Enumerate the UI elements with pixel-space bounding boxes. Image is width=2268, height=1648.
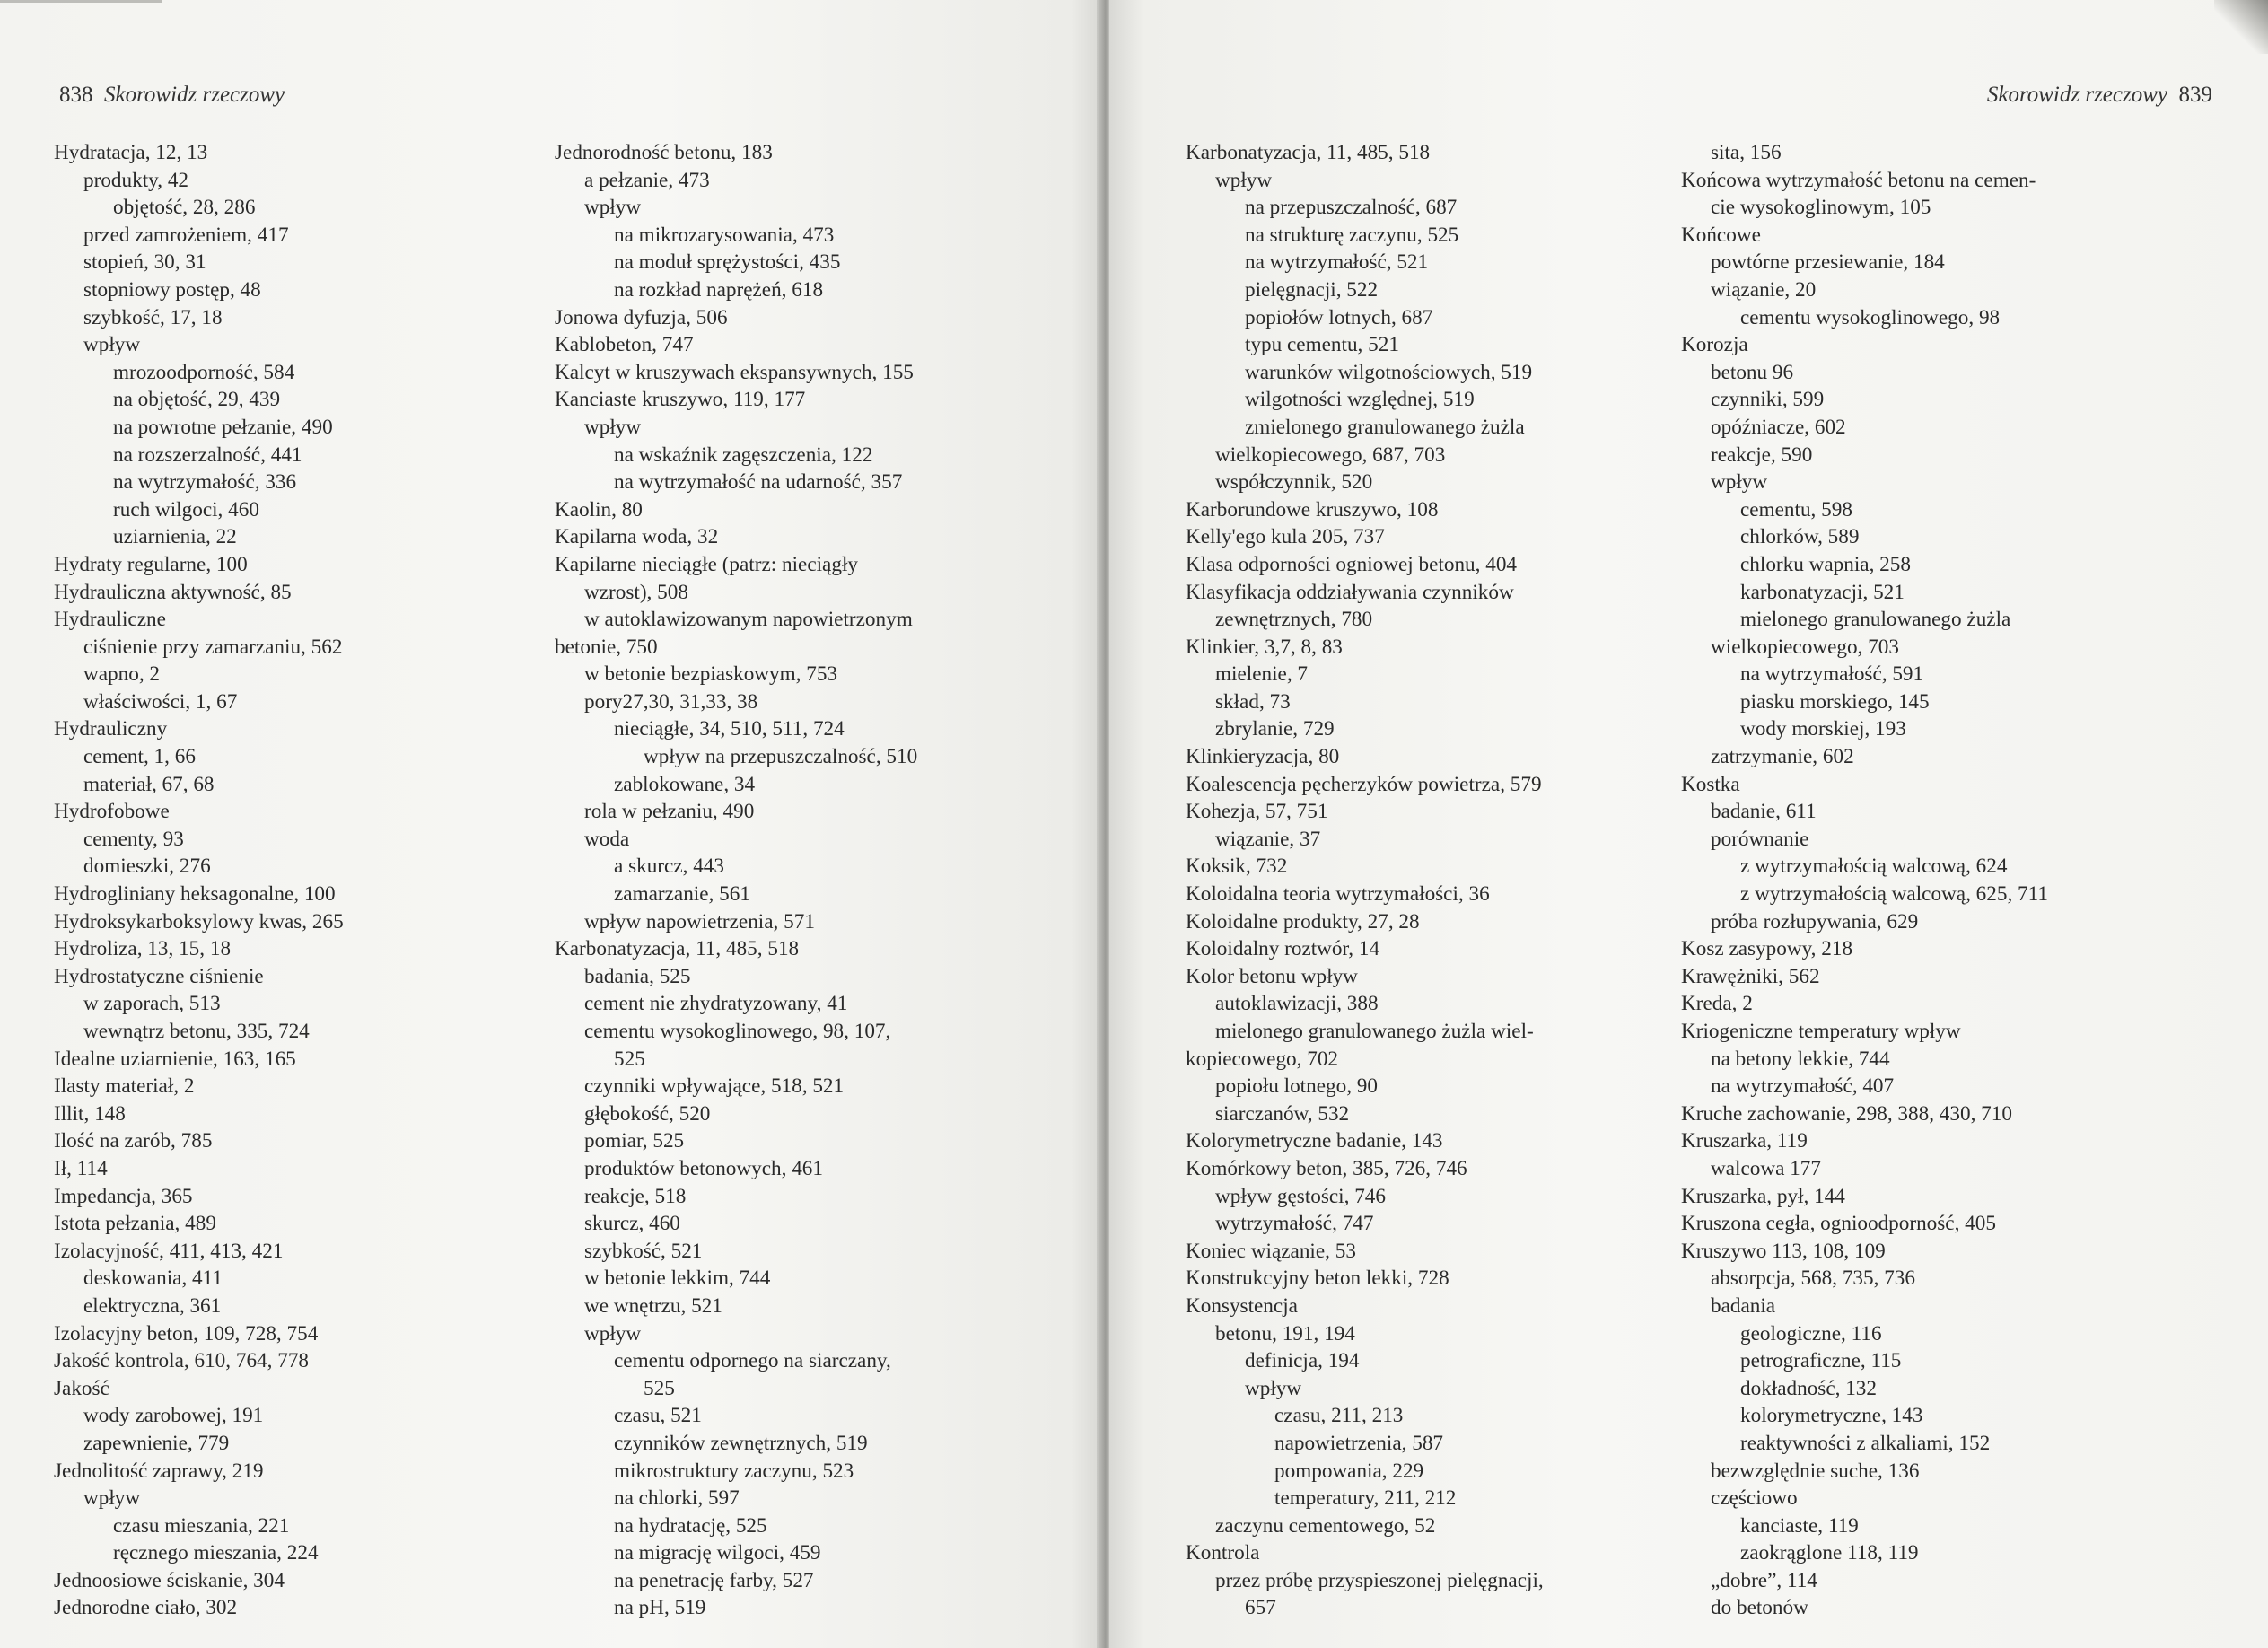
index-entry: absorpcja, 568, 735, 736 [1711,1267,1915,1291]
index-entry: Hydrauliczne [54,608,166,632]
index-entry: wpływ [584,415,642,439]
index-entry: betonu 96 [1711,360,1794,384]
index-entry: powtórne przesiewanie, 184 [1711,250,1945,275]
index-entry: na wytrzymałość na udarność, 357 [614,470,903,495]
index-entry: produktów betonowych, 461 [584,1156,823,1180]
index-entry: Kolorymetryczne badanie, 143 [1186,1129,1443,1153]
index-entry: Korozja [1681,333,1748,357]
index-entry: Izolacyjny beton, 109, 728, 754 [54,1321,319,1346]
index-entry: na mikrozarysowania, 473 [614,223,835,247]
index-entry: Kriogeniczne temperatury wpływ [1681,1020,1961,1043]
index-entry: na objętość, 29, 439 [113,388,281,412]
index-entry: zaokrąglone 118, 119 [1740,1541,1919,1565]
index-entry: na wytrzymałość, 407 [1711,1074,1895,1099]
index-entry: a pełzanie, 473 [584,168,710,192]
index-entry: siarczanów, 532 [1215,1101,1350,1126]
right-page [1109,0,2268,1648]
index-entry: do betonów [1711,1596,1808,1620]
index-entry: zapewnienie, 779 [83,1431,230,1455]
index-entry: na penetrację farby, 527 [614,1568,814,1592]
index-entry: badania, 525 [584,964,691,988]
index-entry: Klinkieryzacja, 80 [1186,745,1340,769]
index-entry: Hydrostatyczne ciśnienie [54,964,264,988]
index-entry: wiązanie, 37 [1215,827,1321,851]
index-entry: zaczynu cementowego, 52 [1215,1513,1436,1538]
index-entry: na wskaźnik zagęszczenia, 122 [614,443,873,467]
index-entry: na pH, 519 [614,1596,706,1620]
index-entry: betonie, 750 [555,635,658,659]
index-entry: Kreda, 2 [1681,992,1753,1016]
right-index-column-2 [1681,139,2255,1622]
index-entry: na strukturę zaczynu, 525 [1245,223,1459,247]
index-entry: Ilasty materiał, 2 [54,1074,195,1099]
index-entry: w betonie bezpiaskowym, 753 [584,662,838,687]
index-entry: warunków wilgotnościowych, 519 [1245,360,1533,384]
index-entry: Koksik, 732 [1186,855,1288,879]
index-entry: Jednolitość zaprawy, 219 [54,1459,264,1483]
index-entry: czasu mieszania, 221 [113,1513,290,1538]
index-entry: rola w pełzaniu, 490 [584,800,755,824]
index-entry: mrozoodporność, 584 [113,360,295,384]
index-entry: definicja, 194 [1245,1349,1360,1373]
index-entry: autoklawizacji, 388 [1215,992,1379,1016]
index-entry: uziarnienia, 22 [113,525,237,549]
index-entry: Kalcyt w kruszywach ekspansywnych, 155 [555,360,914,384]
index-entry: zablokowane, 34 [614,772,756,796]
index-entry: temperatury, 211, 212 [1274,1486,1457,1511]
index-entry: wapno, 2 [83,662,161,687]
index-entry: na wytrzymałość, 336 [113,470,297,495]
index-entry: Końcowe [1681,223,1761,247]
index-entry: karbonatyzacji, 521 [1740,580,1905,604]
index-entry: reaktywności z alkaliami, 152 [1740,1431,1991,1455]
index-entry: wytrzymałość, 747 [1215,1212,1374,1236]
index-entry: wpływ [83,1486,141,1511]
index-entry: wilgotności względnej, 519 [1245,388,1475,412]
index-entry: Kruszarka, 119 [1681,1129,1808,1153]
index-entry: na rozkład naprężeń, 618 [614,277,824,302]
index-entry: ręcznego mieszania, 224 [113,1541,319,1565]
index-entry: Hydratacja, 12, 13 [54,141,208,164]
index-entry: Końcowa wytrzymałość betonu na cemen- [1681,168,2036,192]
index-entry: piasku morskiego, 145 [1740,689,1930,714]
left-page-header [59,83,285,108]
index-entry: wpływ na przepuszczalność, 510 [644,745,918,769]
index-entry: ciśnienie przy zamarzaniu, 562 [83,635,343,659]
index-entry: pory27,30, 31,33, 38 [584,689,758,714]
index-entry: czasu, 211, 213 [1274,1404,1404,1428]
index-entry: wiązanie, 20 [1711,277,1817,302]
index-entry: Kruszona cegła, ognioodporność, 405 [1681,1212,1996,1236]
index-entry: na hydratację, 525 [614,1513,767,1538]
index-entry: Karborundowe kruszywo, 108 [1186,497,1439,522]
index-entry: Klasyfikacja oddziaływania czynników [1186,580,1514,604]
index-entry: Kanciaste kruszywo, 119, 177 [555,388,806,412]
index-entry: Koloidalna teoria wytrzymałości, 36 [1186,882,1490,907]
index-entry: Hydrauliczna aktywność, 85 [54,580,292,604]
index-entry: na chlorki, 597 [614,1486,740,1511]
index-entry: domieszki, 276 [83,855,211,879]
index-entry: Koloidalne produkty, 27, 28 [1186,909,1420,934]
index-entry: Hydrogliniany heksagonalne, 100 [54,882,336,907]
index-entry: cement nie zhydratyzowany, 41 [584,992,848,1016]
index-entry: materiał, 67, 68 [83,772,215,796]
left-page-running-title: Skorowidz rzeczowy [104,83,285,107]
index-entry: skład, 73 [1215,689,1291,714]
index-entry: wpływ gęstości, 746 [1215,1184,1386,1208]
left-index-column-2 [555,139,1093,1622]
index-entry: Jednorodność betonu, 183 [555,141,773,164]
index-entry: 525 [614,1047,645,1071]
index-entry: sita, 156 [1711,141,1782,164]
index-entry: reakcje, 590 [1711,443,1813,467]
index-entry: napowietrzenia, 587 [1274,1431,1444,1455]
index-entry: z wytrzymałością walcową, 625, 711 [1740,882,2048,907]
left-page [0,0,1104,1648]
index-entry: kopiecowego, 702 [1186,1047,1339,1071]
index-entry: stopniowy postęp, 48 [83,277,261,302]
index-entry: w betonie lekkim, 744 [584,1267,771,1291]
index-entry: Hydraty regularne, 100 [54,552,248,576]
index-entry: kolorymetryczne, 143 [1740,1404,1923,1428]
index-entry: Koalescencja pęcherzyków powietrza, 579 [1186,772,1542,796]
index-entry: skurcz, 460 [584,1212,680,1236]
index-entry: Klasa odporności ogniowej betonu, 404 [1186,552,1518,576]
index-entry: pomiar, 525 [584,1129,685,1153]
index-entry: popiołów lotnych, 687 [1245,305,1433,329]
index-entry: Jonowa dyfuzja, 506 [555,305,728,329]
index-entry: ruch wilgoci, 460 [113,497,259,522]
index-entry: na betony lekkie, 744 [1711,1047,1890,1071]
index-entry: 657 [1245,1596,1276,1620]
right-page-header [1987,83,2212,108]
index-entry: na wytrzymałość, 521 [1245,250,1429,275]
index-entry: głębokość, 520 [584,1101,711,1126]
index-entry: objętość, 28, 286 [113,196,256,220]
index-entry: Koniec wiązanie, 53 [1186,1239,1356,1263]
right-page-number: 839 [2178,83,2212,107]
index-entry: Karbonatyzacja, 11, 485, 518 [555,937,800,961]
left-index-column-1 [54,139,530,1622]
index-entry: porównanie [1711,827,1809,851]
index-entry: 525 [644,1376,675,1400]
index-entry: stopień, 30, 31 [83,250,206,275]
index-entry: Kontrola [1186,1541,1260,1565]
index-entry: na rozszerzalność, 441 [113,443,302,467]
index-entry: Kruszywo 113, 108, 109 [1681,1239,1886,1263]
index-entry: pompowania, 229 [1274,1459,1424,1483]
index-entry: Kostka [1681,772,1740,796]
right-page-running-title: Skorowidz rzeczowy [1986,83,2167,107]
index-entry: Jakość [54,1376,109,1400]
index-entry: częściowo [1711,1486,1798,1511]
index-entry: Jednoosiowe ściskanie, 304 [54,1568,285,1592]
index-entry: Klinkier, 3,7, 8, 83 [1186,635,1343,659]
page-edge-mark [0,0,162,3]
index-entry: Krawężniki, 562 [1681,964,1820,988]
index-entry: wpływ [1215,168,1273,192]
index-entry: cementy, 93 [83,827,184,851]
index-entry: betonu, 191, 194 [1215,1321,1355,1346]
index-entry: wpływ [83,333,141,357]
index-entry: Impedancja, 365 [54,1184,193,1208]
index-entry: Komórkowy beton, 385, 726, 746 [1186,1156,1467,1180]
index-entry: Izolacyjność, 411, 413, 421 [54,1239,284,1263]
index-entry: na powrotne pełzanie, 490 [113,415,333,439]
page-corner-shadow [2214,0,2268,54]
index-entry: cementu odpornego na siarczany, [614,1349,891,1373]
index-entry: wpływ [1711,470,1768,495]
index-entry: Konstrukcyjny beton lekki, 728 [1186,1267,1449,1291]
index-entry: geologiczne, 116 [1740,1321,1882,1346]
index-entry: wpływ [584,1321,642,1346]
index-entry: wody morskiej, 193 [1740,717,1906,741]
index-entry: Hydroksykarboksylowy kwas, 265 [54,909,344,934]
index-entry: wpływ [584,196,642,220]
right-index-column-1 [1186,139,1652,1622]
index-entry: właściwości, 1, 67 [83,689,238,714]
index-entry: Hydrofobowe [54,800,170,824]
index-entry: zatrzymanie, 602 [1711,745,1854,769]
index-entry: Idealne uziarnienie, 163, 165 [54,1047,296,1071]
index-entry: Karbonatyzacja, 11, 485, 518 [1186,141,1431,164]
index-entry: opóźniacze, 602 [1711,415,1846,439]
index-entry: woda [584,827,630,851]
index-entry: walcowa 177 [1711,1156,1821,1180]
index-entry: Kapilarne nieciągłe (patrz: nieciągły [555,552,858,576]
index-entry: Hydrauliczny [54,717,168,741]
index-entry: Jednorodne ciało, 302 [54,1596,238,1620]
index-entry: przez próbę przyspieszonej pielęgnacji, [1215,1568,1544,1592]
index-entry: wewnątrz betonu, 335, 724 [83,1020,310,1043]
index-entry: współczynnik, 520 [1215,470,1373,495]
index-entry: na przepuszczalność, 687 [1245,196,1458,220]
index-entry: Kolor betonu wpływ [1186,964,1358,988]
index-entry: czynników zewnętrznych, 519 [614,1431,868,1455]
index-entry: w zaporach, 513 [83,992,221,1016]
index-entry: Kruszarka, pył, 144 [1681,1184,1845,1208]
index-entry: bezwzględnie suche, 136 [1711,1459,1920,1483]
index-entry: wielkopiecowego, 703 [1711,635,1899,659]
index-entry: wzrost), 508 [584,580,688,604]
index-entry: kanciaste, 119 [1740,1513,1859,1538]
index-entry: Kelly'ego kula 205, 737 [1186,525,1385,549]
index-entry: na wytrzymałość, 591 [1740,662,1924,687]
index-entry: mielonego granulowanego żużla [1740,608,2011,632]
index-entry: w autoklawizowanym napowietrzonym [584,608,913,632]
index-entry: Konsystencja [1186,1293,1298,1318]
index-entry: wody zarobowej, 191 [83,1404,264,1428]
index-entry: Ił, 114 [54,1156,108,1180]
index-entry: czasu, 521 [614,1404,702,1428]
index-entry: Kruche zachowanie, 298, 388, 430, 710 [1681,1101,2012,1126]
index-entry: cementu wysokoglinowego, 98, 107, [584,1020,891,1043]
index-entry: chlorków, 589 [1740,525,1860,549]
index-entry: we wnętrzu, 521 [584,1293,722,1318]
index-entry: mikrostruktury zaczynu, 523 [614,1459,854,1483]
index-entry: szybkość, 17, 18 [83,305,223,329]
index-entry: badanie, 611 [1711,800,1817,824]
index-entry: mielonego granulowanego żużla wiel- [1215,1020,1534,1043]
index-entry: Kapilarna woda, 32 [555,525,719,549]
index-entry: pielęgnacji, 522 [1245,277,1379,302]
index-entry: szybkość, 521 [584,1239,703,1263]
index-entry: wpływ napowietrzenia, 571 [584,909,815,934]
index-entry: na migrację wilgoci, 459 [614,1541,821,1565]
index-entry: wpływ [1245,1376,1302,1400]
index-entry: popiołu lotnego, 90 [1215,1074,1378,1099]
index-entry: Kosz zasypowy, 218 [1681,937,1853,961]
left-page-number: 838 [59,83,93,107]
index-entry: Kaolin, 80 [555,497,643,522]
index-entry: dokładność, 132 [1740,1376,1877,1400]
index-entry: na moduł sprężystości, 435 [614,250,841,275]
index-entry: zmielonego granulowanego żużla [1245,415,1525,439]
index-entry: Kablobeton, 747 [555,333,694,357]
index-entry: cie wysokoglinowym, 105 [1711,196,1931,220]
index-entry: Kohezja, 57, 751 [1186,800,1328,824]
index-entry: zamarzanie, 561 [614,882,750,907]
index-entry: próba rozłupywania, 629 [1711,909,1919,934]
index-entry: czynniki, 599 [1711,388,1825,412]
index-entry: Hydroliza, 13, 15, 18 [54,937,232,961]
index-entry: wielkopiecowego, 687, 703 [1215,443,1446,467]
index-entry: zbrylanie, 729 [1215,717,1335,741]
index-entry: cementu, 598 [1740,497,1852,522]
index-entry: zewnętrznych, 780 [1215,608,1373,632]
index-entry: badania [1711,1293,1776,1318]
index-entry: nieciągłe, 34, 510, 511, 724 [614,717,845,741]
index-entry: reakcje, 518 [584,1184,687,1208]
index-entry: przed zamrożeniem, 417 [83,223,289,247]
index-entry: Koloidalny roztwór, 14 [1186,937,1380,961]
index-entry: mielenie, 7 [1215,662,1309,687]
index-entry: typu cementu, 521 [1245,333,1399,357]
index-entry: chlorku wapnia, 258 [1740,552,1911,576]
index-entry: „dobre”, 114 [1711,1568,1817,1592]
index-entry: produkty, 42 [83,168,189,192]
index-entry: czynniki wpływające, 518, 521 [584,1074,845,1099]
index-entry: Istota pełzania, 489 [54,1212,216,1236]
index-entry: cementu wysokoglinowego, 98 [1740,305,2001,329]
index-entry: Jakość kontrola, 610, 764, 778 [54,1349,310,1373]
index-entry: Illit, 148 [54,1101,126,1126]
index-entry: petrograficzne, 115 [1740,1349,1902,1373]
index-entry: z wytrzymałością walcową, 624 [1740,855,2008,879]
index-entry: elektryczna, 361 [83,1293,222,1318]
index-entry: Ilość na zarób, 785 [54,1129,213,1153]
index-entry: deskowania, 411 [83,1267,223,1291]
index-entry: cement, 1, 66 [83,745,196,769]
index-entry: a skurcz, 443 [614,855,724,879]
